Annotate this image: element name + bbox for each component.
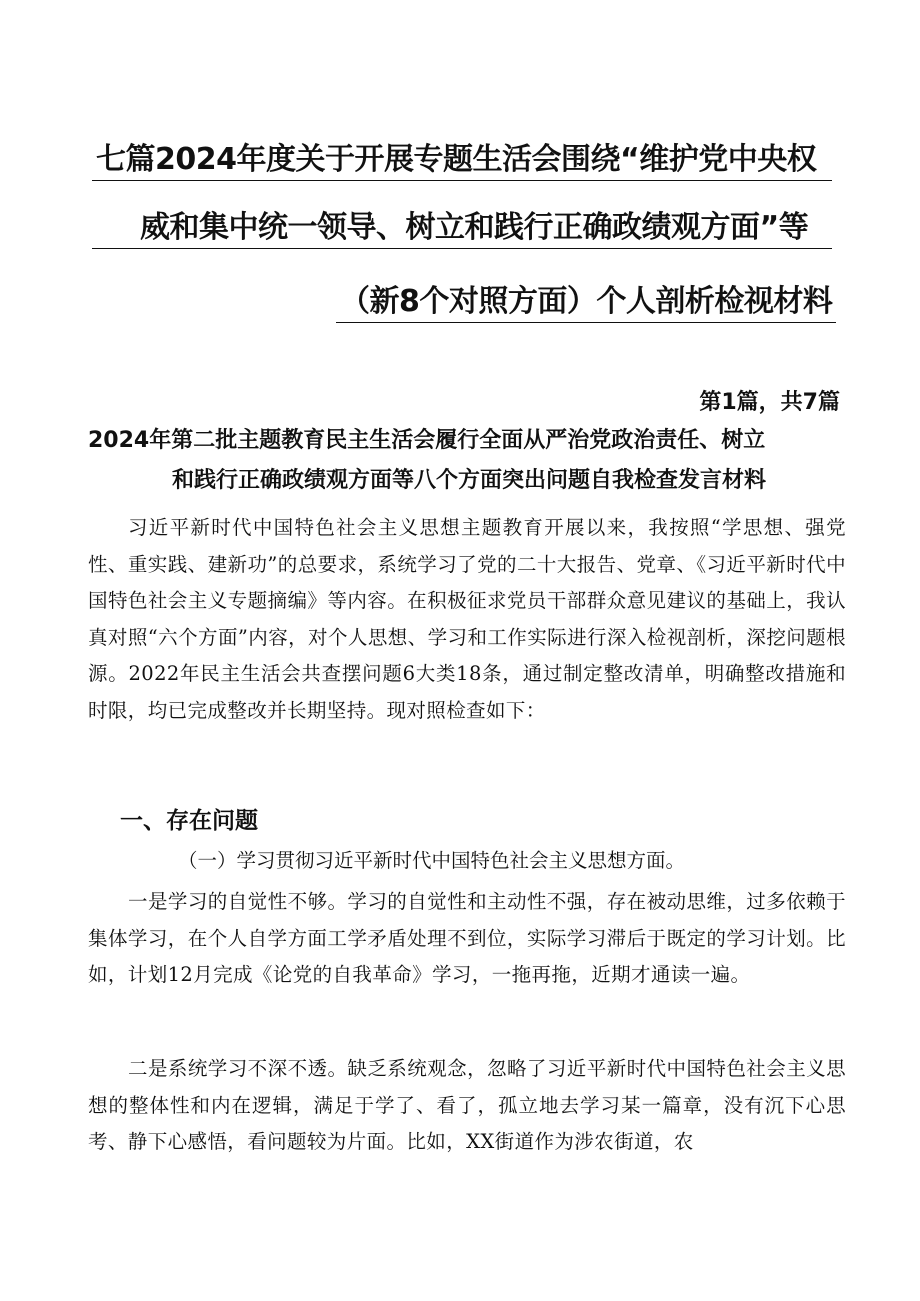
section-heading: 一、存在问题 xyxy=(120,808,258,834)
title-underline-2 xyxy=(92,248,832,249)
document-title-line-1: 七篇2024年度关于开展专题生活会围绕“维护党中央权 xyxy=(96,142,817,177)
subtitle-line-1: 2024年第二批主题教育民主生活会履行全面从严治党政治责任、树立 xyxy=(88,428,766,453)
paragraph-2: 二是系统学习不深不透。缺乏系统观念，忽略了习近平新时代中国特色社会主义思想的整体性和内在逻辑，满足于学了、看了，孤立地去学习某一篇章，没有沉下心思考、静下心感悟，看问题较为片面。比如，XX街道作为涉农街道，农 xyxy=(88,1057,846,1153)
document-title-line-2: 威和集中统一领导、树立和践行正确政绩观方面”等 xyxy=(140,210,809,245)
title-underline-3 xyxy=(336,322,836,323)
subtitle-line-2: 和践行正确政绩观方面等八个方面突出问题自我检查发言材料 xyxy=(172,468,767,493)
document-title-line-3: （新8个对照方面）个人剖析检视材料 xyxy=(340,284,833,319)
chapter-label: 第1篇，共7篇 xyxy=(699,390,840,415)
paragraph-1: 一是学习的自觉性不够。学习的自觉性和主动性不强，存在被动思维，过多依赖于集体学习，在个人自学方面工学矛盾处理不到位，实际学习滞后于既定的学习计划。比如，计划12月完成《论党的自我革命》学习，一拖再拖，近期才通读一遍。 xyxy=(88,890,846,986)
intro-paragraph: 习近平新时代中国特色社会主义思想主题教育开展以来，我按照“学思想、强党性、重实践、建新功”的总要求，系统学习了党的二十大报告、党章、《习近平新时代中国特色社会主义专题摘编》等内容。在积极征求党员干部群众意见建议的基础上，我认真对照“六个方面”内容，对个人思想、学习和工作实际进行深入检视剖析，深挖问题根源。2022年民主生活会共查摆问题6大类18条，通过制定整改清单，明确整改措施和时限，均已完成整改并长期坚持。现对照检查如下： xyxy=(88,516,846,722)
sub-heading: （一）学习贯彻习近平新时代中国特色社会主义思想方面。 xyxy=(178,849,686,872)
title-underline-1 xyxy=(92,180,832,181)
